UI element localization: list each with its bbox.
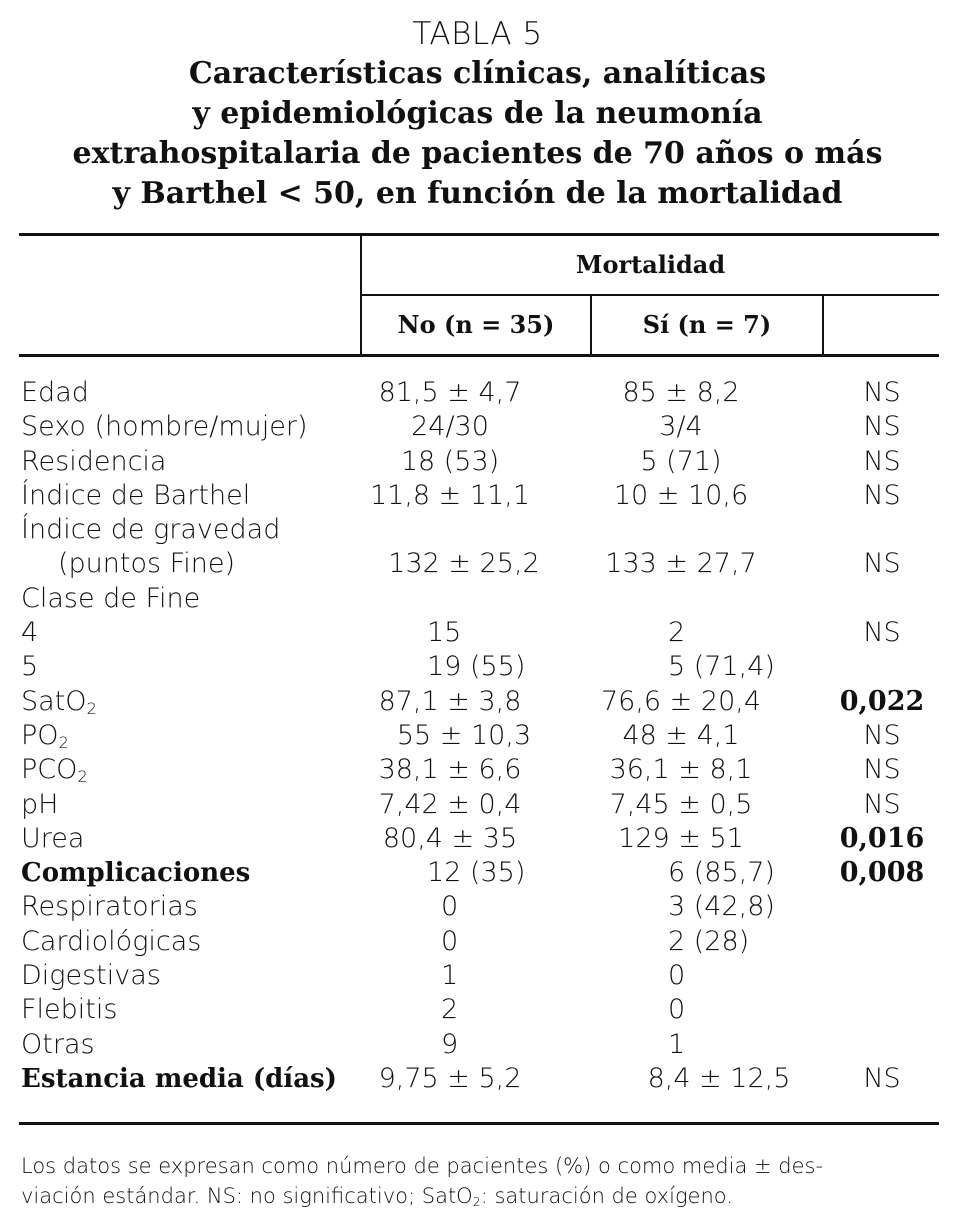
cell-p: NS — [863, 445, 901, 477]
table-footnote — [21, 1151, 937, 1211]
row-label: Urea — [21, 822, 85, 854]
cell-si: 8,4 ± 12,5 — [647, 1062, 791, 1094]
cell-no: 2 — [441, 994, 459, 1026]
footnote-text: viación estándar. NS: no significativo; SatO — [21, 1184, 473, 1208]
row-label: Clase de Fine — [21, 582, 201, 614]
header-bottom-rule — [19, 354, 939, 357]
row-label: Flebitis — [21, 994, 118, 1026]
table-row — [0, 890, 955, 924]
column-header-si: Sí (n = 7) — [642, 310, 772, 339]
footnote-line-1: Los datos se expresan como número de pacientes (%) o como media ± des- — [21, 1154, 824, 1178]
table-row — [0, 547, 955, 581]
cell-si: 1 — [668, 1028, 686, 1060]
cell-no: 87,1 ± 3,8 — [378, 685, 522, 717]
table-row — [0, 925, 955, 959]
cell-si: 2 (28) — [668, 925, 750, 957]
cell-p: NS — [863, 754, 901, 786]
table-row — [0, 788, 955, 822]
table-row — [0, 445, 955, 479]
row-label — [21, 719, 69, 753]
table-row — [0, 993, 955, 1027]
table-row — [0, 513, 955, 547]
cell-p: 0,016 — [839, 822, 925, 854]
cell-no: 18 (53) — [400, 445, 500, 477]
cell-no: 24/30 — [411, 411, 489, 443]
header-divider-si — [822, 296, 824, 355]
cell-no: 55 ± 10,3 — [396, 719, 532, 751]
cell-si: 5 (71) — [640, 445, 722, 477]
row-label: Respiratorias — [21, 891, 198, 923]
column-group-header: Mortalidad — [575, 250, 726, 279]
cell-no: 9 — [441, 1028, 459, 1060]
row-label: Cardiológicas — [21, 925, 202, 957]
row-label-text: PO — [21, 719, 59, 751]
table-row — [0, 959, 955, 993]
row-label: pH — [21, 788, 59, 820]
cell-p: 0,022 — [839, 685, 925, 717]
table-row — [0, 616, 955, 650]
cell-p: NS — [863, 788, 901, 820]
title-line-1: Características clínicas, analíticas — [188, 56, 767, 91]
cell-p: NS — [863, 1062, 901, 1094]
row-label: Índice de Barthel — [21, 479, 251, 511]
cell-p: NS — [863, 479, 901, 511]
cell-no: 7,42 ± 0,4 — [378, 788, 522, 820]
row-label — [21, 685, 97, 719]
row-label: 4 — [21, 617, 39, 649]
title-line-2: y epidemiológicas de la neumonía — [192, 96, 763, 131]
row-label-text: SatO — [21, 685, 87, 717]
footnote-line-2 — [21, 1181, 937, 1211]
table-row — [0, 650, 955, 684]
table-number: TABLA 5 — [412, 16, 543, 52]
row-label: Complicaciones — [21, 858, 251, 889]
cell-p: 0,008 — [839, 857, 925, 889]
cell-si: 6 (85,7) — [668, 857, 775, 889]
table-body — [0, 376, 955, 1096]
cell-si: 10 ± 10,6 — [613, 479, 749, 511]
cell-no: 19 (55) — [427, 651, 526, 683]
row-label: 5 — [21, 651, 39, 683]
cell-no: 132 ± 25,2 — [388, 548, 540, 580]
cell-no: 1 — [441, 960, 459, 992]
cell-p: NS — [863, 411, 901, 443]
row-label: Estancia media (días) — [21, 1063, 337, 1094]
cell-no: 0 — [441, 925, 459, 957]
cell-si: 3/4 — [659, 411, 703, 443]
cell-si: 133 ± 27,7 — [605, 548, 757, 580]
table-row — [0, 582, 955, 616]
cell-p: NS — [863, 548, 901, 580]
table-row — [0, 856, 955, 890]
cell-si: 76,6 ± 20,4 — [600, 685, 762, 717]
cell-no: 15 — [427, 617, 462, 649]
table-title — [0, 54, 955, 214]
cell-no: 0 — [441, 891, 459, 923]
cell-no: 80,4 ± 35 — [382, 822, 518, 854]
row-label — [21, 753, 88, 787]
cell-no: 12 (35) — [427, 857, 526, 889]
row-label-subscript: 2 — [77, 767, 88, 787]
row-label: Sexo (hombre/mujer) — [21, 411, 308, 443]
cell-si: 85 ± 8,2 — [622, 377, 740, 408]
cell-no: 38,1 ± 6,6 — [378, 754, 522, 786]
row-label: Edad — [21, 377, 89, 408]
footnote-subscript: 2 — [472, 1194, 481, 1210]
footnote-text: : saturación de oxígeno. — [480, 1184, 733, 1208]
cell-si: 0 — [668, 960, 686, 992]
cell-p: NS — [863, 377, 901, 408]
row-label: Índice de gravedad — [21, 514, 281, 546]
table-row — [0, 685, 955, 719]
row-label-text: PCO — [21, 754, 78, 786]
table-row — [0, 719, 955, 753]
cell-p: NS — [863, 617, 901, 649]
table-bottom-rule — [19, 1122, 939, 1125]
table-row — [0, 753, 955, 787]
table-row — [0, 822, 955, 856]
row-label: Otras — [21, 1028, 95, 1060]
column-header-no: No (n = 35) — [397, 310, 555, 339]
cell-si: 3 (42,8) — [668, 891, 775, 923]
table-row — [0, 1062, 955, 1096]
table-row — [0, 376, 955, 410]
cell-si: 7,45 ± 0,5 — [609, 788, 753, 820]
title-line-4: y Barthel < 50, en función de la mortalidad — [112, 176, 843, 211]
cell-no: 11,8 ± 11,1 — [369, 479, 531, 511]
cell-si: 129 ± 51 — [618, 822, 744, 854]
group-header-rule — [362, 294, 939, 296]
cell-si: 5 (71,4) — [668, 651, 775, 683]
table-row — [0, 410, 955, 444]
row-label-subscript: 2 — [86, 698, 97, 718]
table-top-rule — [19, 233, 939, 236]
row-label: (puntos Fine) — [58, 548, 235, 580]
table-row — [0, 1028, 955, 1062]
row-label-subscript: 2 — [58, 733, 69, 753]
cell-si: 48 ± 4,1 — [622, 719, 740, 751]
title-line-3: extrahospitalaria de pacientes de 70 años o más — [72, 136, 883, 171]
cell-no: 81,5 ± 4,7 — [378, 377, 522, 408]
table-row — [0, 479, 955, 513]
cell-si: 0 — [668, 994, 686, 1026]
cell-si: 36,1 ± 8,1 — [609, 754, 753, 786]
row-label: Digestivas — [21, 960, 161, 992]
cell-si: 2 — [668, 617, 686, 649]
row-label: Residencia — [21, 445, 167, 477]
cell-no: 9,75 ± 5,2 — [378, 1062, 522, 1094]
cell-p: NS — [863, 719, 901, 751]
